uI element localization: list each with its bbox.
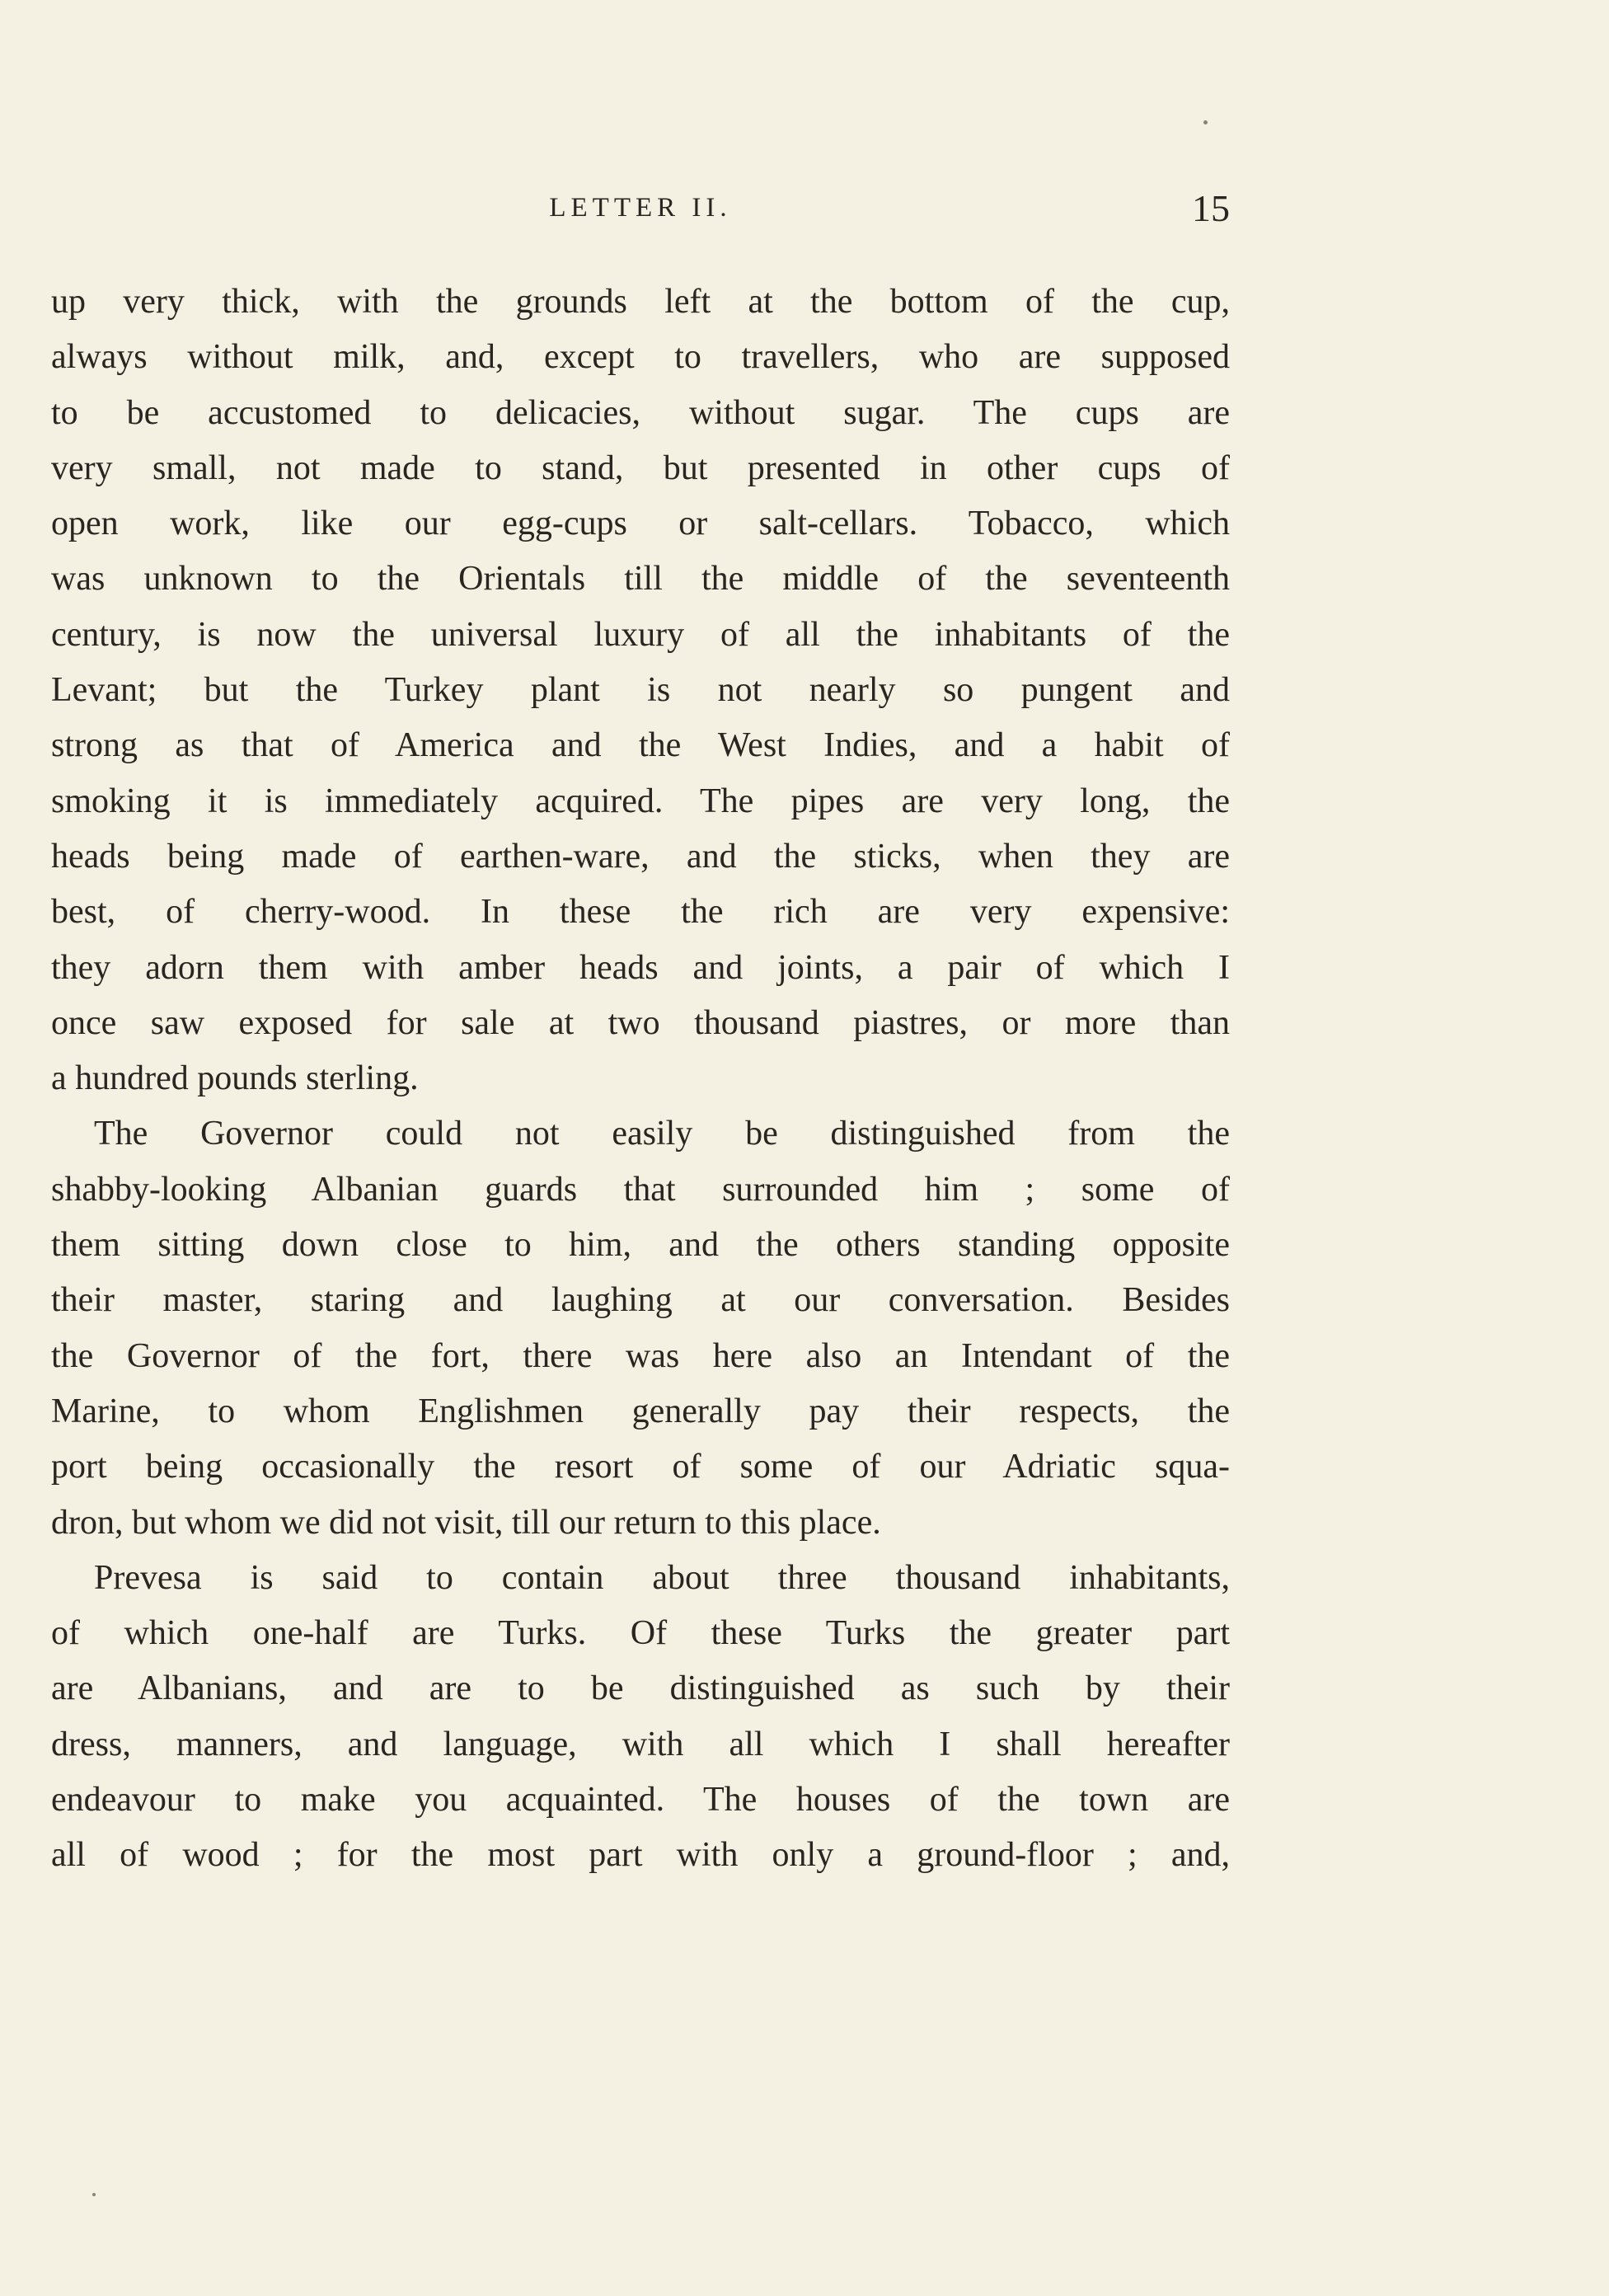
text-line: to be accustomed to delicacies, without sugar. The cups are (51, 393, 1230, 432)
text-line: The Governor could not easily be distinguished from the (94, 1115, 1230, 1153)
text-line: endeavour to make you acquainted. The houses of the town are (51, 1781, 1230, 1819)
text-line: strong as that of America and the West Indies, and a habit of (51, 726, 1230, 765)
running-head-title: LETTER II. (549, 193, 732, 223)
text-line: dress, manners, and language, with all which I shall hereafter (51, 1725, 1230, 1763)
text-line: Levant; but the Turkey plant is not nearly so pungent and (51, 671, 1230, 710)
text-line: heads being made of earthen-ware, and the sticks, when they are (51, 837, 1230, 876)
body-text (51, 275, 1230, 1884)
text-line: all of wood ; for the most part with only a ground-floor ; and, (51, 1836, 1230, 1875)
text-line: of which one-half are Turks. Of these Turks the greater part (51, 1614, 1230, 1653)
text-line: best, of cherry-wood. In these the rich are very expensive: (51, 893, 1230, 932)
text-line: the Governor of the fort, there was here also an Intendant of the (51, 1336, 1230, 1375)
text-line: dron, but whom we did not visit, till our return to this place. (51, 1503, 881, 1542)
running-head (51, 186, 1230, 244)
ink-speck-decoration (92, 2193, 96, 2196)
text-line: their master, staring and laughing at our conversation. Besides (51, 1281, 1230, 1320)
text-line: are Albanians, and are to be distinguished as such by their (51, 1669, 1230, 1708)
text-line: Marine, to whom Englishmen generally pay their respects, the (51, 1392, 1230, 1430)
text-line: open work, like our egg-cups or salt-cellars. Tobacco, which (51, 505, 1230, 543)
text-line: them sitting down close to him, and the others standing opposite (51, 1226, 1230, 1265)
text-line: port being occasionally the resort of some of our Adriatic squa- (51, 1448, 1230, 1486)
text-line: smoking it is immediately acquired. The pipes are very long, the (51, 782, 1230, 820)
text-line: was unknown to the Orientals till the middle of the seventeenth (51, 560, 1230, 599)
text-line: a hundred pounds sterling. (51, 1059, 419, 1098)
page-number: 15 (1192, 187, 1230, 229)
text-line: once saw exposed for sale at two thousand piastres, or more than (51, 1003, 1230, 1042)
text-line: always without milk, and, except to travellers, who are supposed (51, 338, 1230, 377)
text-line: they adorn them with amber heads and joints, a pair of which I (51, 948, 1230, 987)
ink-speck-decoration (1203, 120, 1208, 124)
text-line: Prevesa is said to contain about three thousand inhabitants, (94, 1558, 1230, 1597)
text-line: century, is now the universal luxury of all the inhabitants of the (51, 615, 1230, 654)
text-line: shabby-looking Albanian guards that surrounded him ; some of (51, 1170, 1230, 1209)
text-line: very small, not made to stand, but presented in other cups of (51, 448, 1230, 487)
text-line: up very thick, with the grounds left at the bottom of the cup, (51, 283, 1230, 321)
